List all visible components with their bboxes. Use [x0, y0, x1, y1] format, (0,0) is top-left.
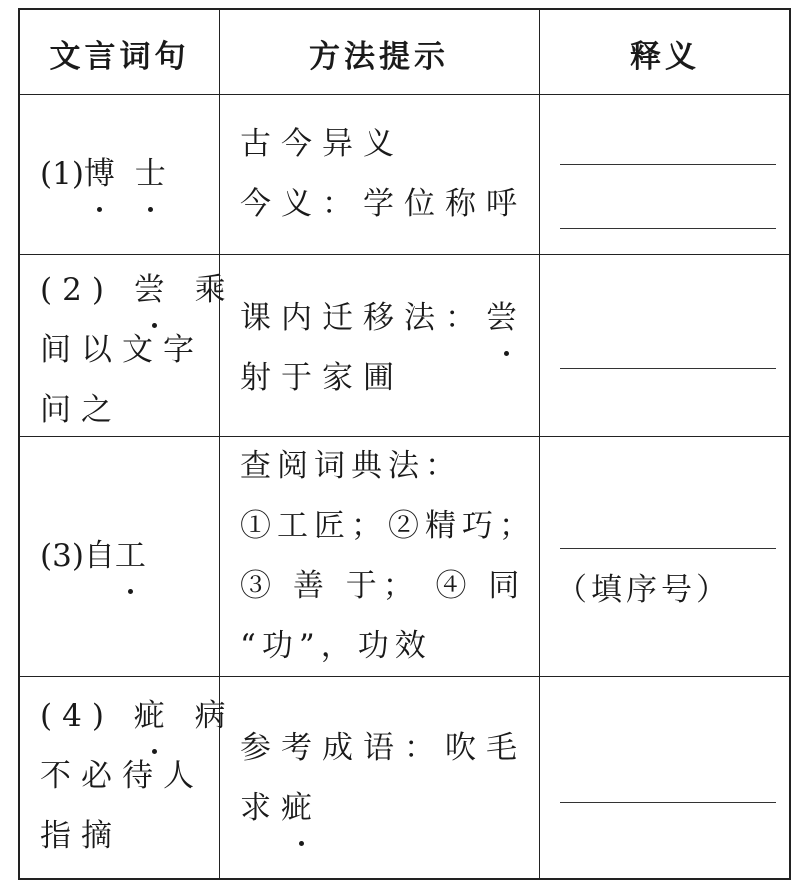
- row1-phrase: (1)博 士: [40, 144, 166, 204]
- emphasis-char: 尝: [134, 260, 175, 320]
- vocabulary-table: [18, 8, 791, 880]
- column-divider: [539, 10, 540, 878]
- emphasis-char: 博: [84, 144, 115, 204]
- emphasis-char: 工: [115, 526, 146, 586]
- row-divider: [20, 254, 789, 255]
- row2-hint: 课内迁移法：尝 射于家圃: [240, 288, 527, 408]
- row3-phrase: (3)自工: [40, 526, 146, 586]
- row4-phrase: (4) 疵 病 不必待人 指摘: [40, 686, 236, 866]
- header-method: 方法提示: [309, 38, 449, 75]
- emphasis-char: 尝: [486, 288, 527, 348]
- answer-note: （填序号）: [556, 572, 731, 608]
- answer-blank[interactable]: [560, 164, 776, 165]
- row1-hint: 古今异义 今义：学位称呼: [240, 126, 527, 222]
- header-phrase: 文言词句: [49, 38, 190, 75]
- answer-blank[interactable]: [560, 548, 776, 549]
- header-meaning: 释义: [630, 38, 700, 75]
- emphasis-char: 疵: [134, 686, 175, 746]
- row2-phrase: (2) 尝 乘 间以文字 问之: [40, 260, 236, 440]
- emphasis-char: 疵: [281, 778, 322, 838]
- answer-blank[interactable]: [560, 368, 776, 369]
- answer-blank[interactable]: [560, 228, 776, 229]
- row3-hint: 查阅词典法： ①工匠；②精巧； ③ 善 于； ④ 同 “功”，功效: [240, 448, 536, 664]
- row4-hint: 参考成语：吹毛 求疵: [240, 718, 527, 838]
- answer-blank[interactable]: [560, 802, 776, 803]
- row-divider: [20, 676, 789, 677]
- emphasis-char: 士: [135, 144, 166, 204]
